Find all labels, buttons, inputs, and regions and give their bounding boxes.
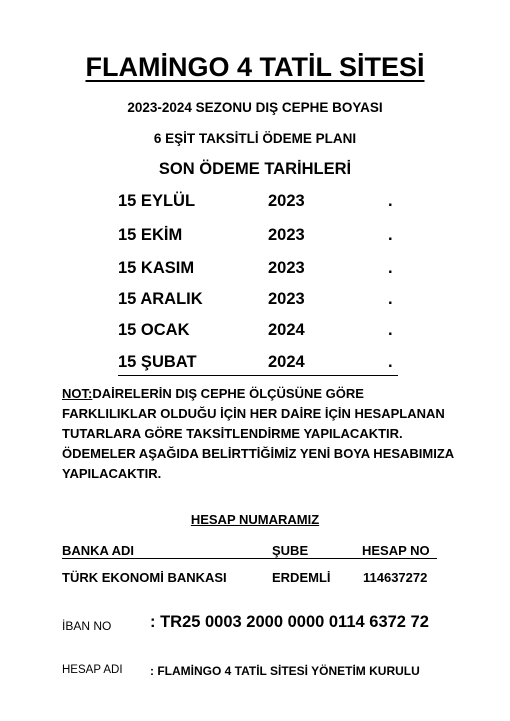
payment-dot: .	[388, 192, 393, 210]
note-label: NOT:	[62, 386, 93, 401]
header-branch: ŞUBE	[272, 543, 309, 558]
iban-value: : TR25 0003 2000 0000 0114 6372 72	[150, 613, 429, 631]
payment-year: 2024	[268, 321, 305, 339]
account-name-value: : FLAMİNGO 4 TATİL SİTESİ YÖNETİM KURULU	[150, 664, 420, 678]
payment-row	[118, 321, 408, 343]
account-number: 114637272	[363, 570, 428, 585]
payment-year: 2023	[268, 290, 305, 308]
payment-dot: .	[388, 259, 393, 277]
account-name-label: HESAP ADI	[62, 664, 123, 676]
header-account-number: HESAP NO	[362, 543, 430, 558]
payment-row	[118, 353, 408, 375]
payment-year: 2023	[268, 226, 305, 244]
season-subtitle: 2023-2024 SEZONU DIŞ CEPHE BOYASI	[127, 100, 383, 115]
payment-month: 15 ARALIK	[118, 290, 203, 308]
payment-dot: .	[388, 353, 393, 371]
plan-subtitle: 6 EŞİT TAKSİTLİ ÖDEME PLANI	[153, 131, 357, 146]
payment-year: 2023	[268, 259, 305, 277]
payment-month: 15 EKİM	[118, 226, 183, 244]
payment-dot: .	[388, 226, 393, 244]
payment-month: 15 OCAK	[118, 321, 190, 339]
payment-month: 15 KASIM	[118, 259, 195, 277]
payment-month: 15 EYLÜL	[118, 192, 196, 210]
payment-row	[118, 259, 408, 281]
account-heading: HESAP NUMARAMIZ	[190, 512, 320, 527]
iban-label: İBAN NO	[62, 619, 112, 633]
payment-year: 2024	[268, 353, 305, 371]
deadlines-heading: SON ÖDEME TARİHLERİ	[158, 160, 352, 178]
payment-month: 15 ŞUBAT	[118, 353, 197, 371]
payment-row	[118, 226, 408, 248]
payment-row	[118, 290, 408, 312]
branch-name: ERDEMLİ	[272, 570, 331, 585]
header-divider	[62, 558, 437, 559]
payment-row	[118, 192, 408, 214]
payment-dot: .	[388, 290, 393, 308]
note-paragraph	[62, 384, 462, 484]
payment-dot: .	[388, 321, 393, 339]
page-title: FLAMİNGO 4 TATİL SİTESİ	[85, 52, 425, 82]
payment-year: 2023	[268, 192, 305, 210]
note-text: DAİRELERİN DIŞ CEPHE ÖLÇÜSÜNE GÖRE FARKLILIKLAR OLDUĞU İÇİN HER DAİRE İÇİN HESAPLANAN TUTARLARA GÖRE TAKSİTLENDİRME YAPILACAKTIR. ÖDEMELER AŞAĞIDA BELİRTTİĞİMİZ YENİ BOYA HESABIMIZA YAPILACAKTIR.	[62, 386, 454, 481]
bank-name: TÜRK EKONOMİ BANKASI	[62, 570, 227, 585]
header-bank: BANKA ADI	[62, 543, 134, 558]
underline-divider	[118, 375, 398, 376]
